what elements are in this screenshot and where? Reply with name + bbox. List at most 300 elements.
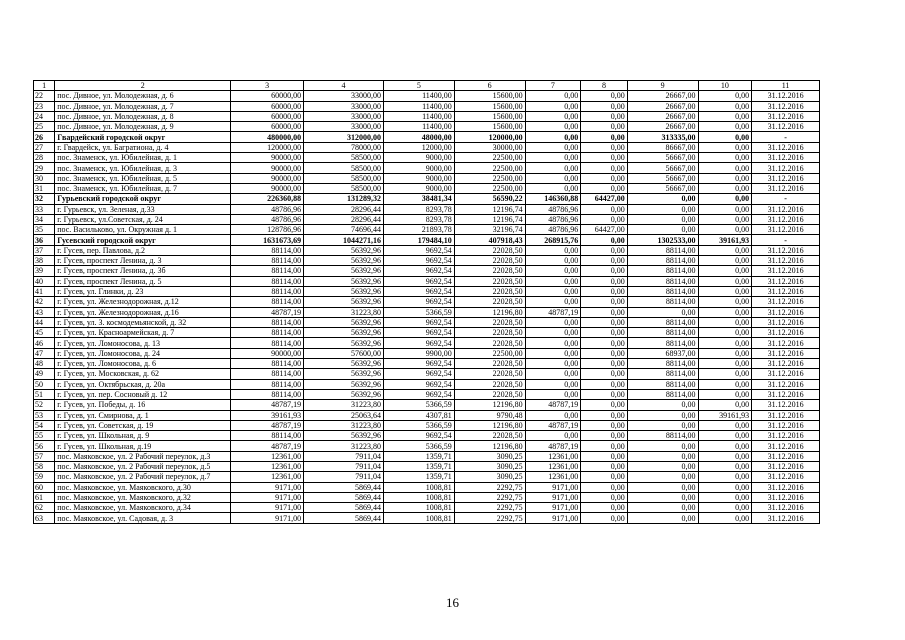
value-cell: 0,00 <box>581 513 628 523</box>
value-cell: 9171,00 <box>231 492 304 502</box>
value-cell: 12196,80 <box>454 441 525 451</box>
table-row <box>34 451 820 461</box>
value-cell: 0,00 <box>698 472 752 482</box>
value-cell: 60000,00 <box>231 101 304 111</box>
address-cell: пос. Дивное, ул. Молодежная, д. 9 <box>55 122 231 132</box>
table-row <box>34 111 820 121</box>
date-cell: 31.12.2016 <box>752 369 820 379</box>
value-cell: 9790,48 <box>454 410 525 420</box>
row-number-cell: 37 <box>34 245 55 255</box>
table-row <box>34 482 820 492</box>
date-cell: 31.12.2016 <box>752 111 820 121</box>
value-cell: 0,00 <box>581 173 628 183</box>
value-cell: 0,00 <box>525 410 581 420</box>
address-cell: г. Гусев, ул. Железнодорожная, д.16 <box>55 307 231 317</box>
row-number-cell: 57 <box>34 451 55 461</box>
value-cell: 9692,54 <box>383 369 454 379</box>
value-cell: 12196,80 <box>454 420 525 430</box>
column-number-row <box>34 81 820 91</box>
value-cell: 0,00 <box>525 142 581 152</box>
table-row <box>34 461 820 471</box>
value-cell: 56392,96 <box>304 266 384 276</box>
value-cell: 12196,80 <box>454 307 525 317</box>
table-row <box>34 410 820 420</box>
column-number: 5 <box>383 81 454 91</box>
value-cell: 0,00 <box>525 338 581 348</box>
value-cell: 0,00 <box>698 513 752 523</box>
value-cell: 88114,00 <box>627 359 698 369</box>
row-number-cell: 29 <box>34 163 55 173</box>
value-cell: 90000,00 <box>231 183 304 193</box>
value-cell: 39161,93 <box>698 410 752 420</box>
row-number-cell: 36 <box>34 235 55 245</box>
value-cell: 0,00 <box>581 122 628 132</box>
value-cell: 0,00 <box>698 214 752 224</box>
table-row <box>34 173 820 183</box>
page-number: 16 <box>446 595 459 610</box>
value-cell: 8293,78 <box>383 214 454 224</box>
value-cell: 0,00 <box>698 348 752 358</box>
value-cell: 48787,19 <box>231 307 304 317</box>
value-cell: 0,00 <box>525 111 581 121</box>
table-row <box>34 101 820 111</box>
value-cell: 0,00 <box>627 225 698 235</box>
row-number-cell: 43 <box>34 307 55 317</box>
date-cell: 31.12.2016 <box>752 359 820 369</box>
table-row <box>34 122 820 132</box>
value-cell: 88114,00 <box>231 276 304 286</box>
value-cell: 480000,00 <box>231 132 304 142</box>
value-cell: 58500,00 <box>304 153 384 163</box>
value-cell: 0,00 <box>581 307 628 317</box>
value-cell: 26667,00 <box>627 122 698 132</box>
value-cell: 0,00 <box>627 410 698 420</box>
value-cell: 0,00 <box>525 163 581 173</box>
value-cell: 0,00 <box>581 153 628 163</box>
value-cell: 0,00 <box>627 461 698 471</box>
value-cell: 31223,80 <box>304 400 384 410</box>
table-row <box>34 472 820 482</box>
column-number: 1 <box>34 81 55 91</box>
value-cell: 38481,34 <box>383 194 454 204</box>
date-cell: 31.12.2016 <box>752 503 820 513</box>
value-cell: 22500,00 <box>454 173 525 183</box>
value-cell: 0,00 <box>627 482 698 492</box>
value-cell: 0,00 <box>627 472 698 482</box>
table-row <box>34 441 820 451</box>
value-cell: 74696,44 <box>304 225 384 235</box>
value-cell: 88114,00 <box>231 256 304 266</box>
value-cell: 0,00 <box>525 101 581 111</box>
date-cell: 31.12.2016 <box>752 317 820 327</box>
value-cell: 5869,44 <box>304 513 384 523</box>
value-cell: 88114,00 <box>627 379 698 389</box>
value-cell: 9692,54 <box>383 431 454 441</box>
value-cell: 1359,71 <box>383 451 454 461</box>
value-cell: 120000,00 <box>454 132 525 142</box>
value-cell: 88114,00 <box>627 338 698 348</box>
table-row <box>34 328 820 338</box>
value-cell: 31223,80 <box>304 441 384 451</box>
value-cell: 48787,19 <box>231 441 304 451</box>
value-cell: 407918,43 <box>454 235 525 245</box>
row-number-cell: 35 <box>34 225 55 235</box>
value-cell: 22028,50 <box>454 389 525 399</box>
value-cell: 0,00 <box>698 111 752 121</box>
value-cell: 2292,75 <box>454 513 525 523</box>
row-number-cell: 44 <box>34 317 55 327</box>
value-cell: 0,00 <box>525 369 581 379</box>
value-cell: 0,00 <box>627 503 698 513</box>
value-cell: 0,00 <box>581 266 628 276</box>
value-cell: 9171,00 <box>525 513 581 523</box>
row-number-cell: 31 <box>34 183 55 193</box>
address-cell: г. Гурьевск, ул.Советская, д. 24 <box>55 214 231 224</box>
table-row <box>34 266 820 276</box>
value-cell: 0,00 <box>581 286 628 296</box>
table-row <box>34 431 820 441</box>
value-cell: 90000,00 <box>231 348 304 358</box>
value-cell: 0,00 <box>581 91 628 101</box>
value-cell: 56667,00 <box>627 173 698 183</box>
value-cell: 56392,96 <box>304 328 384 338</box>
value-cell: 0,00 <box>581 317 628 327</box>
address-cell: г. Гусев, ул. З. космодемьянской, д. 32 <box>55 317 231 327</box>
address-cell: Гурьевский городской округ <box>55 194 231 204</box>
value-cell: 9692,54 <box>383 359 454 369</box>
value-cell: 56392,96 <box>304 317 384 327</box>
row-number-cell: 49 <box>34 369 55 379</box>
value-cell: 90000,00 <box>231 163 304 173</box>
date-cell: 31.12.2016 <box>752 472 820 482</box>
value-cell: 0,00 <box>698 492 752 502</box>
value-cell: 48787,19 <box>231 400 304 410</box>
value-cell: 0,00 <box>581 297 628 307</box>
value-cell: 90000,00 <box>231 173 304 183</box>
date-cell: 31.12.2016 <box>752 163 820 173</box>
date-cell: 31.12.2016 <box>752 286 820 296</box>
value-cell: 48786,96 <box>525 225 581 235</box>
value-cell: 0,00 <box>525 379 581 389</box>
value-cell: 21893,78 <box>383 225 454 235</box>
column-number: 9 <box>627 81 698 91</box>
column-number: 3 <box>231 81 304 91</box>
address-cell: пос. Маяковское, ул. 2 Рабочий переулок, д.7 <box>55 472 231 482</box>
date-cell: 31.12.2016 <box>752 122 820 132</box>
value-cell: 28296,44 <box>304 204 384 214</box>
date-cell: 31.12.2016 <box>752 400 820 410</box>
value-cell: 0,00 <box>698 389 752 399</box>
value-cell: 64427,00 <box>581 225 628 235</box>
row-number-cell: 56 <box>34 441 55 451</box>
value-cell: 0,00 <box>698 451 752 461</box>
value-cell: 0,00 <box>627 451 698 461</box>
value-cell: 12361,00 <box>231 472 304 482</box>
row-number-cell: 27 <box>34 142 55 152</box>
value-cell: 86667,00 <box>627 142 698 152</box>
value-cell: 2292,75 <box>454 492 525 502</box>
value-cell: 0,00 <box>698 153 752 163</box>
table-row <box>34 183 820 193</box>
value-cell: 15600,00 <box>454 122 525 132</box>
value-cell: 57600,00 <box>304 348 384 358</box>
value-cell: 9000,00 <box>383 173 454 183</box>
row-number-cell: 23 <box>34 101 55 111</box>
value-cell: 0,00 <box>627 204 698 214</box>
value-cell: 0,00 <box>698 122 752 132</box>
date-cell: 31.12.2016 <box>752 431 820 441</box>
value-cell: 9692,54 <box>383 317 454 327</box>
value-cell: 0,00 <box>627 307 698 317</box>
value-cell: 33000,00 <box>304 122 384 132</box>
value-cell: 1008,81 <box>383 482 454 492</box>
table-row <box>34 256 820 266</box>
value-cell: 48787,19 <box>231 420 304 430</box>
date-cell: 31.12.2016 <box>752 225 820 235</box>
value-cell: 9171,00 <box>231 513 304 523</box>
value-cell: 56392,96 <box>304 256 384 266</box>
date-cell: 31.12.2016 <box>752 451 820 461</box>
date-cell: 31.12.2016 <box>752 389 820 399</box>
value-cell: 22028,50 <box>454 266 525 276</box>
date-cell: 31.12.2016 <box>752 441 820 451</box>
value-cell: 0,00 <box>698 101 752 111</box>
address-cell: Гусевский городской округ <box>55 235 231 245</box>
table-row <box>34 503 820 513</box>
value-cell: 88114,00 <box>231 359 304 369</box>
table-row-subtotal <box>34 132 820 142</box>
address-cell: г. Гусев, проспект Ленина, д. 3б <box>55 266 231 276</box>
value-cell: 32196,74 <box>454 225 525 235</box>
value-cell: 7911,04 <box>304 451 384 461</box>
row-number-cell: 54 <box>34 420 55 430</box>
value-cell: 5869,44 <box>304 503 384 513</box>
table-row <box>34 286 820 296</box>
value-cell: 88114,00 <box>627 245 698 255</box>
date-cell: 31.12.2016 <box>752 256 820 266</box>
value-cell: 0,00 <box>698 328 752 338</box>
value-cell: 48787,19 <box>525 441 581 451</box>
value-cell: 0,00 <box>698 286 752 296</box>
value-cell: 88114,00 <box>231 389 304 399</box>
address-cell: пос. Знаменск, ул. Юбилейная, д. 3 <box>55 163 231 173</box>
value-cell: 0,00 <box>525 153 581 163</box>
value-cell: 0,00 <box>581 431 628 441</box>
value-cell: 0,00 <box>698 256 752 266</box>
address-cell: г. Гусев, ул. Советская, д. 19 <box>55 420 231 430</box>
value-cell: 0,00 <box>698 482 752 492</box>
date-cell: - <box>752 235 820 245</box>
row-number-cell: 51 <box>34 389 55 399</box>
value-cell: 128786,96 <box>231 225 304 235</box>
value-cell: 26667,00 <box>627 101 698 111</box>
value-cell: 0,00 <box>525 122 581 132</box>
table-row <box>34 400 820 410</box>
value-cell: 22028,50 <box>454 245 525 255</box>
date-cell: 31.12.2016 <box>752 461 820 471</box>
value-cell: 22028,50 <box>454 338 525 348</box>
value-cell: 56590,22 <box>454 194 525 204</box>
value-cell: 0,00 <box>581 389 628 399</box>
date-cell: 31.12.2016 <box>752 153 820 163</box>
value-cell: 12196,80 <box>454 400 525 410</box>
value-cell: 25063,64 <box>304 410 384 420</box>
value-cell: 88114,00 <box>627 328 698 338</box>
address-cell: г. Гусев, ул. Ломоносова, д. 24 <box>55 348 231 358</box>
table-row <box>34 214 820 224</box>
value-cell: 0,00 <box>698 420 752 430</box>
address-cell: пос. Знаменск, ул. Юбилейная, д. 5 <box>55 173 231 183</box>
value-cell: 9692,54 <box>383 389 454 399</box>
value-cell: 33000,00 <box>304 111 384 121</box>
value-cell: 88114,00 <box>231 369 304 379</box>
table-row <box>34 389 820 399</box>
value-cell: 0,00 <box>525 256 581 266</box>
value-cell: 88114,00 <box>231 266 304 276</box>
table-row <box>34 359 820 369</box>
row-number-cell: 39 <box>34 266 55 276</box>
value-cell: 48786,96 <box>525 204 581 214</box>
value-cell: 88114,00 <box>627 297 698 307</box>
value-cell: 5366,59 <box>383 307 454 317</box>
value-cell: 15600,00 <box>454 91 525 101</box>
value-cell: 9692,54 <box>383 338 454 348</box>
value-cell: 12361,00 <box>525 461 581 471</box>
date-cell: - <box>752 194 820 204</box>
value-cell: 9692,54 <box>383 286 454 296</box>
value-cell: 9171,00 <box>525 482 581 492</box>
value-cell: 39161,93 <box>698 235 752 245</box>
date-cell: 31.12.2016 <box>752 101 820 111</box>
table-row <box>34 276 820 286</box>
value-cell: 0,00 <box>581 400 628 410</box>
value-cell: 12361,00 <box>231 461 304 471</box>
date-cell: 31.12.2016 <box>752 91 820 101</box>
value-cell: 0,00 <box>581 369 628 379</box>
value-cell: 0,00 <box>698 297 752 307</box>
value-cell: 33000,00 <box>304 101 384 111</box>
value-cell: 0,00 <box>627 492 698 502</box>
value-cell: 58500,00 <box>304 163 384 173</box>
value-cell: 0,00 <box>581 328 628 338</box>
address-cell: пос. Маяковское, ул. Маяковского, д.34 <box>55 503 231 513</box>
data-table <box>33 80 820 524</box>
value-cell: 48786,96 <box>231 204 304 214</box>
value-cell: 58500,00 <box>304 183 384 193</box>
value-cell: 56392,96 <box>304 359 384 369</box>
row-number-cell: 63 <box>34 513 55 523</box>
value-cell: 56392,96 <box>304 389 384 399</box>
value-cell: 22028,50 <box>454 286 525 296</box>
value-cell: 15600,00 <box>454 111 525 121</box>
value-cell: 0,00 <box>581 338 628 348</box>
value-cell: 22028,50 <box>454 297 525 307</box>
value-cell: 9000,00 <box>383 153 454 163</box>
value-cell: 1631673,69 <box>231 235 304 245</box>
value-cell: 88114,00 <box>627 276 698 286</box>
value-cell: 88114,00 <box>231 431 304 441</box>
row-number-cell: 59 <box>34 472 55 482</box>
address-cell: пос. Знаменск, ул. Юбилейная, д. 1 <box>55 153 231 163</box>
value-cell: 9692,54 <box>383 379 454 389</box>
value-cell: 9692,54 <box>383 245 454 255</box>
value-cell: 60000,00 <box>231 122 304 132</box>
value-cell: 22028,50 <box>454 328 525 338</box>
column-number: 11 <box>752 81 820 91</box>
value-cell: 0,00 <box>698 91 752 101</box>
value-cell: 11400,00 <box>383 101 454 111</box>
value-cell: 0,00 <box>581 482 628 492</box>
value-cell: 88114,00 <box>627 266 698 276</box>
row-number-cell: 48 <box>34 359 55 369</box>
column-number: 10 <box>698 81 752 91</box>
row-number-cell: 34 <box>34 214 55 224</box>
date-cell: 31.12.2016 <box>752 338 820 348</box>
value-cell: 0,00 <box>627 400 698 410</box>
value-cell: 3090,25 <box>454 472 525 482</box>
value-cell: 0,00 <box>698 183 752 193</box>
value-cell: 0,00 <box>698 142 752 152</box>
address-cell: г. Гусев, ул. Октябрьская, д. 20а <box>55 379 231 389</box>
date-cell: 31.12.2016 <box>752 266 820 276</box>
value-cell: 0,00 <box>627 441 698 451</box>
value-cell: 33000,00 <box>304 91 384 101</box>
column-number: 4 <box>304 81 384 91</box>
value-cell: 1008,81 <box>383 503 454 513</box>
value-cell: 5869,44 <box>304 492 384 502</box>
value-cell: 30000,00 <box>454 142 525 152</box>
table-row <box>34 153 820 163</box>
value-cell: 0,00 <box>698 359 752 369</box>
value-cell: 88114,00 <box>231 328 304 338</box>
value-cell: 0,00 <box>698 266 752 276</box>
value-cell: 1302533,00 <box>627 235 698 245</box>
value-cell: 0,00 <box>581 410 628 420</box>
address-cell: г. Гурьевск, ул. Зеленая, д.33 <box>55 204 231 214</box>
address-cell: г. Гусев, ул. Красноармейская, д. 7 <box>55 328 231 338</box>
table-row <box>34 338 820 348</box>
address-cell: пос. Дивное, ул. Молодежная, д. 8 <box>55 111 231 121</box>
value-cell: 0,00 <box>525 328 581 338</box>
value-cell: 0,00 <box>525 317 581 327</box>
address-cell: г. Гусев, ул. Глинки, д. 23 <box>55 286 231 296</box>
column-number: 2 <box>55 81 231 91</box>
value-cell: 15600,00 <box>454 101 525 111</box>
value-cell: 1008,81 <box>383 492 454 502</box>
value-cell: 268915,76 <box>525 235 581 245</box>
row-number-cell: 52 <box>34 400 55 410</box>
date-cell: 31.12.2016 <box>752 328 820 338</box>
value-cell: 0,00 <box>581 163 628 173</box>
value-cell: 68937,00 <box>627 348 698 358</box>
value-cell: 56392,96 <box>304 297 384 307</box>
value-cell: 0,00 <box>698 317 752 327</box>
value-cell: 1044271,16 <box>304 235 384 245</box>
value-cell: 56667,00 <box>627 163 698 173</box>
value-cell: 88114,00 <box>231 245 304 255</box>
date-cell: 31.12.2016 <box>752 183 820 193</box>
value-cell: 0,00 <box>581 441 628 451</box>
value-cell: 56392,96 <box>304 369 384 379</box>
value-cell: 88114,00 <box>627 431 698 441</box>
table-row <box>34 348 820 358</box>
value-cell: 88114,00 <box>231 317 304 327</box>
address-cell: пос. Васильково, ул. Окружная д. 1 <box>55 225 231 235</box>
value-cell: 0,00 <box>525 245 581 255</box>
value-cell: 0,00 <box>581 492 628 502</box>
value-cell: 0,00 <box>581 503 628 513</box>
value-cell: 0,00 <box>525 389 581 399</box>
